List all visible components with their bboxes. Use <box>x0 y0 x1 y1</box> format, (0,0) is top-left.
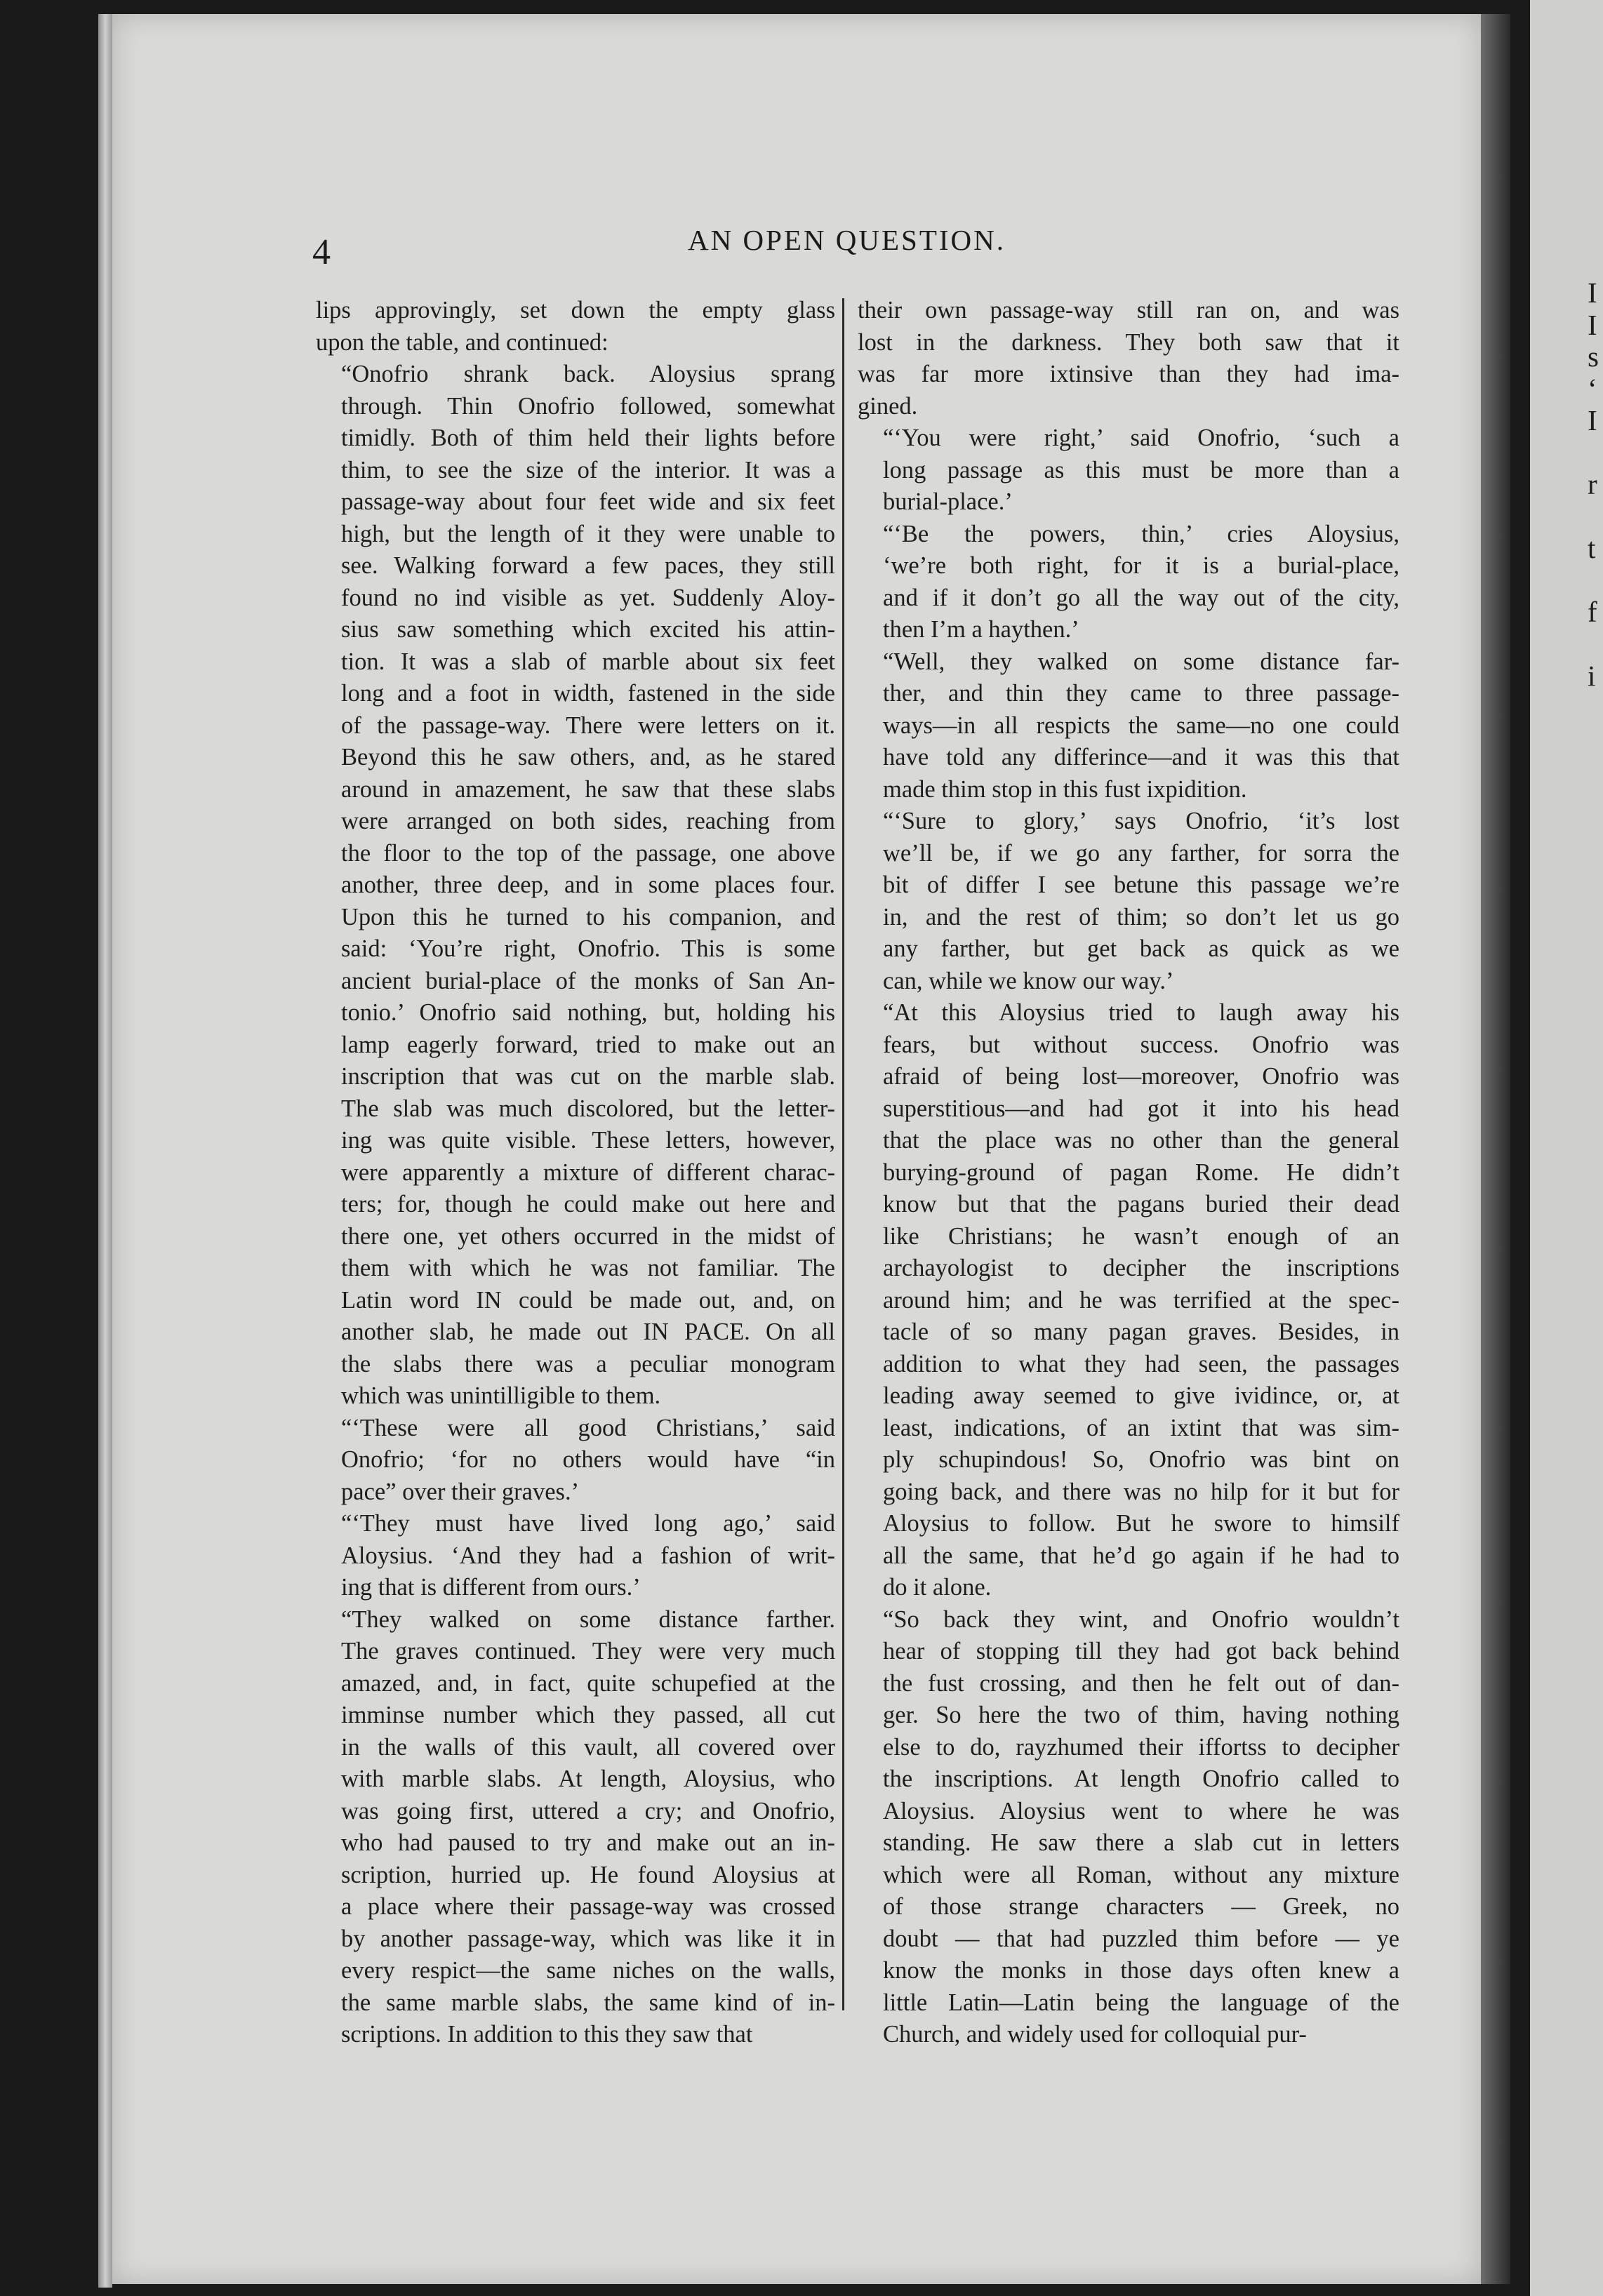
text-line: and if it don’t go all the way out of the city, <box>883 584 1399 611</box>
text-line: in the walls of this vault, all covered over <box>341 1733 835 1761</box>
text-line: “At this Aloysius tried to laugh away his <box>883 999 1399 1026</box>
text-line: like Christians; he wasn’t enough of an <box>883 1222 1399 1250</box>
paragraph <box>858 422 1399 519</box>
text-line: in, and the rest of thim; so don’t let us go <box>883 903 1399 930</box>
text-line: ancient burial-place of the monks of San An- <box>341 967 835 994</box>
text-line: around in amazement, he saw that these slabs <box>341 775 835 803</box>
text-line: scriptions. In addition to this they saw that <box>341 2021 753 2048</box>
text-line: least, indications, of an ixtint that was sim- <box>883 1414 1399 1441</box>
text-line: afraid of being lost—moreover, Onofrio was <box>883 1063 1399 1090</box>
text-line: found no ind visible as yet. Suddenly Aloy- <box>341 584 835 611</box>
text-line: ply schupindous! So, Onofrio was bint on <box>883 1446 1399 1473</box>
text-line: lips approvingly, set down the empty glass <box>316 297 835 323</box>
paragraph <box>858 295 1399 422</box>
text-line: ways—in all respicts the same—no one could <box>883 712 1399 739</box>
text-line: Upon this he turned to his companion, and <box>341 903 835 930</box>
text-line: their own passage-way still ran on, and was <box>858 297 1399 323</box>
text-line: passage-way about four feet wide and six feet <box>341 488 835 515</box>
page-number: 4 <box>312 232 331 272</box>
text-line: sius saw something which excited his attin- <box>341 616 835 643</box>
text-line: which was unintilligible to them. <box>341 1382 661 1409</box>
text-line: gined. <box>858 392 918 420</box>
text-line: which were all Roman, without any mixture <box>883 1861 1399 1888</box>
text-line: a place where their passage-way was crossed <box>341 1893 835 1920</box>
text-line: else to do, rayzhumed their iffortss to decipher <box>883 1733 1399 1761</box>
text-line: standing. He saw there a slab cut in letters <box>883 1829 1399 1856</box>
text-line: see. Walking forward a few paces, they still <box>341 552 835 579</box>
book-spine-edge <box>98 14 112 2288</box>
text-line: by another passage-way, which was like it in <box>341 1925 835 1952</box>
text-line: superstitious—and had got it into his head <box>883 1095 1399 1122</box>
text-line: The slab was much discolored, but the letter- <box>341 1095 835 1122</box>
text-line: all the same, that he’d go again if he had to <box>883 1542 1399 1569</box>
text-line: through. Thin Onofrio followed, somewhat <box>341 392 835 420</box>
text-line: with marble slabs. At length, Aloysius, who <box>341 1766 835 1792</box>
text-line: Aloysius to follow. But he swore to himsilf <box>883 1510 1399 1537</box>
text-line: then I’m a haythen.’ <box>883 616 1079 643</box>
text-line: were arranged on both sides, reaching from <box>341 808 835 834</box>
paragraph <box>858 519 1399 646</box>
text-line: pace” over their graves.’ <box>341 1478 580 1505</box>
text-line: made thim stop in this fust ixpidition. <box>883 775 1247 803</box>
text-line: amazed, and, in fact, quite schupefied at the <box>341 1669 835 1697</box>
text-line: Church, and widely used for colloquial pur- <box>883 2021 1307 2048</box>
text-line: inscription that was cut on the marble slab. <box>341 1063 835 1090</box>
text-line: ing was quite visible. These letters, however, <box>341 1127 835 1154</box>
text-line: of those strange characters — Greek, no <box>883 1893 1399 1920</box>
text-line: going back, and there was no hilp for it but for <box>883 1478 1399 1505</box>
text-line: said: ‘You’re right, Onofrio. This is some <box>341 935 835 962</box>
text-line: have told any differince—and it was this that <box>883 744 1399 770</box>
text-line: long passage as this must be more than a <box>883 456 1399 483</box>
text-line: doubt — that had puzzled thim before — ye <box>883 1925 1399 1952</box>
right-text-column <box>858 295 1399 2048</box>
left-text-column <box>316 295 835 2048</box>
text-line: around him; and he was terrified at the spec- <box>883 1286 1399 1314</box>
text-line: “They walked on some distance farther. <box>341 1606 835 1633</box>
facing-page-text-fragments: I I s ‘ I r t f i <box>1588 277 1599 692</box>
paragraph <box>316 1413 835 1509</box>
text-line: bit of differ I see betune this passage we’re <box>883 872 1399 898</box>
text-line: lost in the darkness. They both saw that it <box>858 328 1399 356</box>
text-line: hear of stopping till they had got back behind <box>883 1638 1399 1664</box>
text-line: burying-ground of pagan Rome. He didn’t <box>883 1159 1399 1186</box>
text-line: the slabs there was a peculiar monogram <box>341 1350 835 1377</box>
text-line: “‘They must have lived long ago,’ said <box>341 1510 835 1537</box>
text-line: there one, yet others occurred in the midst of <box>341 1222 835 1250</box>
text-line: fears, but without success. Onofrio was <box>883 1031 1399 1058</box>
text-line: burial-place.’ <box>883 488 1013 515</box>
text-line: that the place was no other than the general <box>883 1127 1399 1154</box>
text-line: who had paused to try and make out an in- <box>341 1829 835 1856</box>
text-line: the inscriptions. At length Onofrio called to <box>883 1766 1399 1792</box>
text-line: ing that is different from ours.’ <box>341 1574 641 1601</box>
text-line: ters; for, though he could make out here and <box>341 1191 835 1217</box>
text-line: “‘Sure to glory,’ says Onofrio, ‘it’s lost <box>883 808 1399 834</box>
text-line: The graves continued. They were very much <box>341 1638 835 1664</box>
text-line: “So back they wint, and Onofrio wouldn’t <box>883 1606 1399 1633</box>
text-line: every respict—the same niches on the walls, <box>341 1957 835 1984</box>
text-line: scription, hurried up. He found Aloysius at <box>341 1861 835 1888</box>
text-line: little Latin—Latin being the language of the <box>883 1989 1399 2016</box>
text-line: do it alone. <box>883 1574 992 1601</box>
text-line: were apparently a mixture of different charac- <box>341 1159 835 1186</box>
column-divider <box>842 298 844 2010</box>
text-line: was far more ixtinsive than they had ima- <box>858 361 1399 387</box>
text-line: Latin word IN could be made out, and, on <box>341 1286 835 1314</box>
paragraph <box>316 295 835 359</box>
text-line: long and a foot in width, fastened in the side <box>341 680 835 707</box>
text-line: thim, to see the size of the interior. It was a <box>341 456 835 483</box>
text-line: Onofrio; ‘for no others would have “in <box>341 1446 835 1473</box>
text-line: ‘we’re both right, for it is a burial-place, <box>883 552 1399 579</box>
text-line: know the monks in those days often knew a <box>883 1957 1399 1984</box>
text-line: another slab, he made out IN PACE. On all <box>341 1319 835 1345</box>
page-gutter-shadow <box>1481 14 1510 2284</box>
text-line: “‘Be the powers, thin,’ cries Aloysius, <box>883 520 1399 547</box>
text-line: ger. So here the two of thim, having nothing <box>883 1702 1399 1728</box>
text-line: can, while we know our way.’ <box>883 967 1174 994</box>
text-line: upon the table, and continued: <box>316 328 608 356</box>
paragraph <box>316 1604 835 2051</box>
paragraph <box>316 1508 835 1604</box>
text-line: tonio.’ Onofrio said nothing, but, holding his <box>341 999 835 1026</box>
text-line: any farther, but get back as quick as we <box>883 935 1399 962</box>
paragraph <box>858 997 1399 1604</box>
text-line: imminse number which they passed, all cut <box>341 1702 835 1728</box>
text-line: know but that the pagans buried their dead <box>883 1191 1399 1217</box>
text-line: ther, and thin they came to three passage- <box>883 680 1399 707</box>
text-line: the floor to the top of the passage, one above <box>341 839 835 867</box>
text-line: the fust crossing, and then he felt out of dan- <box>883 1669 1399 1697</box>
text-line: “Well, they walked on some distance far- <box>883 648 1399 675</box>
text-line: leading away seemed to give ividince, or, at <box>883 1382 1399 1409</box>
running-head: AN OPEN QUESTION. <box>688 224 1006 256</box>
text-line: addition to what they had seen, the passages <box>883 1350 1399 1377</box>
text-line: “Onofrio shrank back. Aloysius sprang <box>341 361 835 387</box>
text-line: “‘You were right,’ said Onofrio, ‘such a <box>883 425 1399 451</box>
text-line: was going first, uttered a cry; and Onofrio, <box>341 1797 835 1824</box>
text-line: them with which he was not familiar. The <box>341 1255 835 1281</box>
text-line: “‘These were all good Christians,’ said <box>341 1414 835 1441</box>
paragraph <box>858 806 1399 997</box>
text-line: of the passage-way. There were letters on it. <box>341 712 835 739</box>
text-line: lamp eagerly forward, tried to make out an <box>341 1031 835 1058</box>
paragraph <box>858 646 1399 806</box>
paragraph <box>858 1604 1399 2051</box>
text-line: tion. It was a slab of marble about six feet <box>341 648 835 675</box>
text-line: Aloysius. ‘And they had a fashion of writ- <box>341 1542 835 1569</box>
paragraph <box>316 359 835 1413</box>
text-line: archayologist to decipher the inscriptions <box>883 1255 1399 1281</box>
text-line: timidly. Both of thim held their lights before <box>341 425 835 451</box>
text-line: high, but the length of it they were unable to <box>341 520 835 547</box>
text-line: another, three deep, and in some places four. <box>341 872 835 898</box>
text-line: tacle of so many pagan graves. Besides, in <box>883 1319 1399 1345</box>
text-line: we’ll be, if we go any farther, for sorra the <box>883 839 1399 867</box>
text-line: Beyond this he saw others, and, as he stared <box>341 744 835 770</box>
text-line: the same marble slabs, the same kind of in- <box>341 1989 835 2016</box>
text-line: Aloysius. Aloysius went to where he was <box>883 1797 1399 1824</box>
